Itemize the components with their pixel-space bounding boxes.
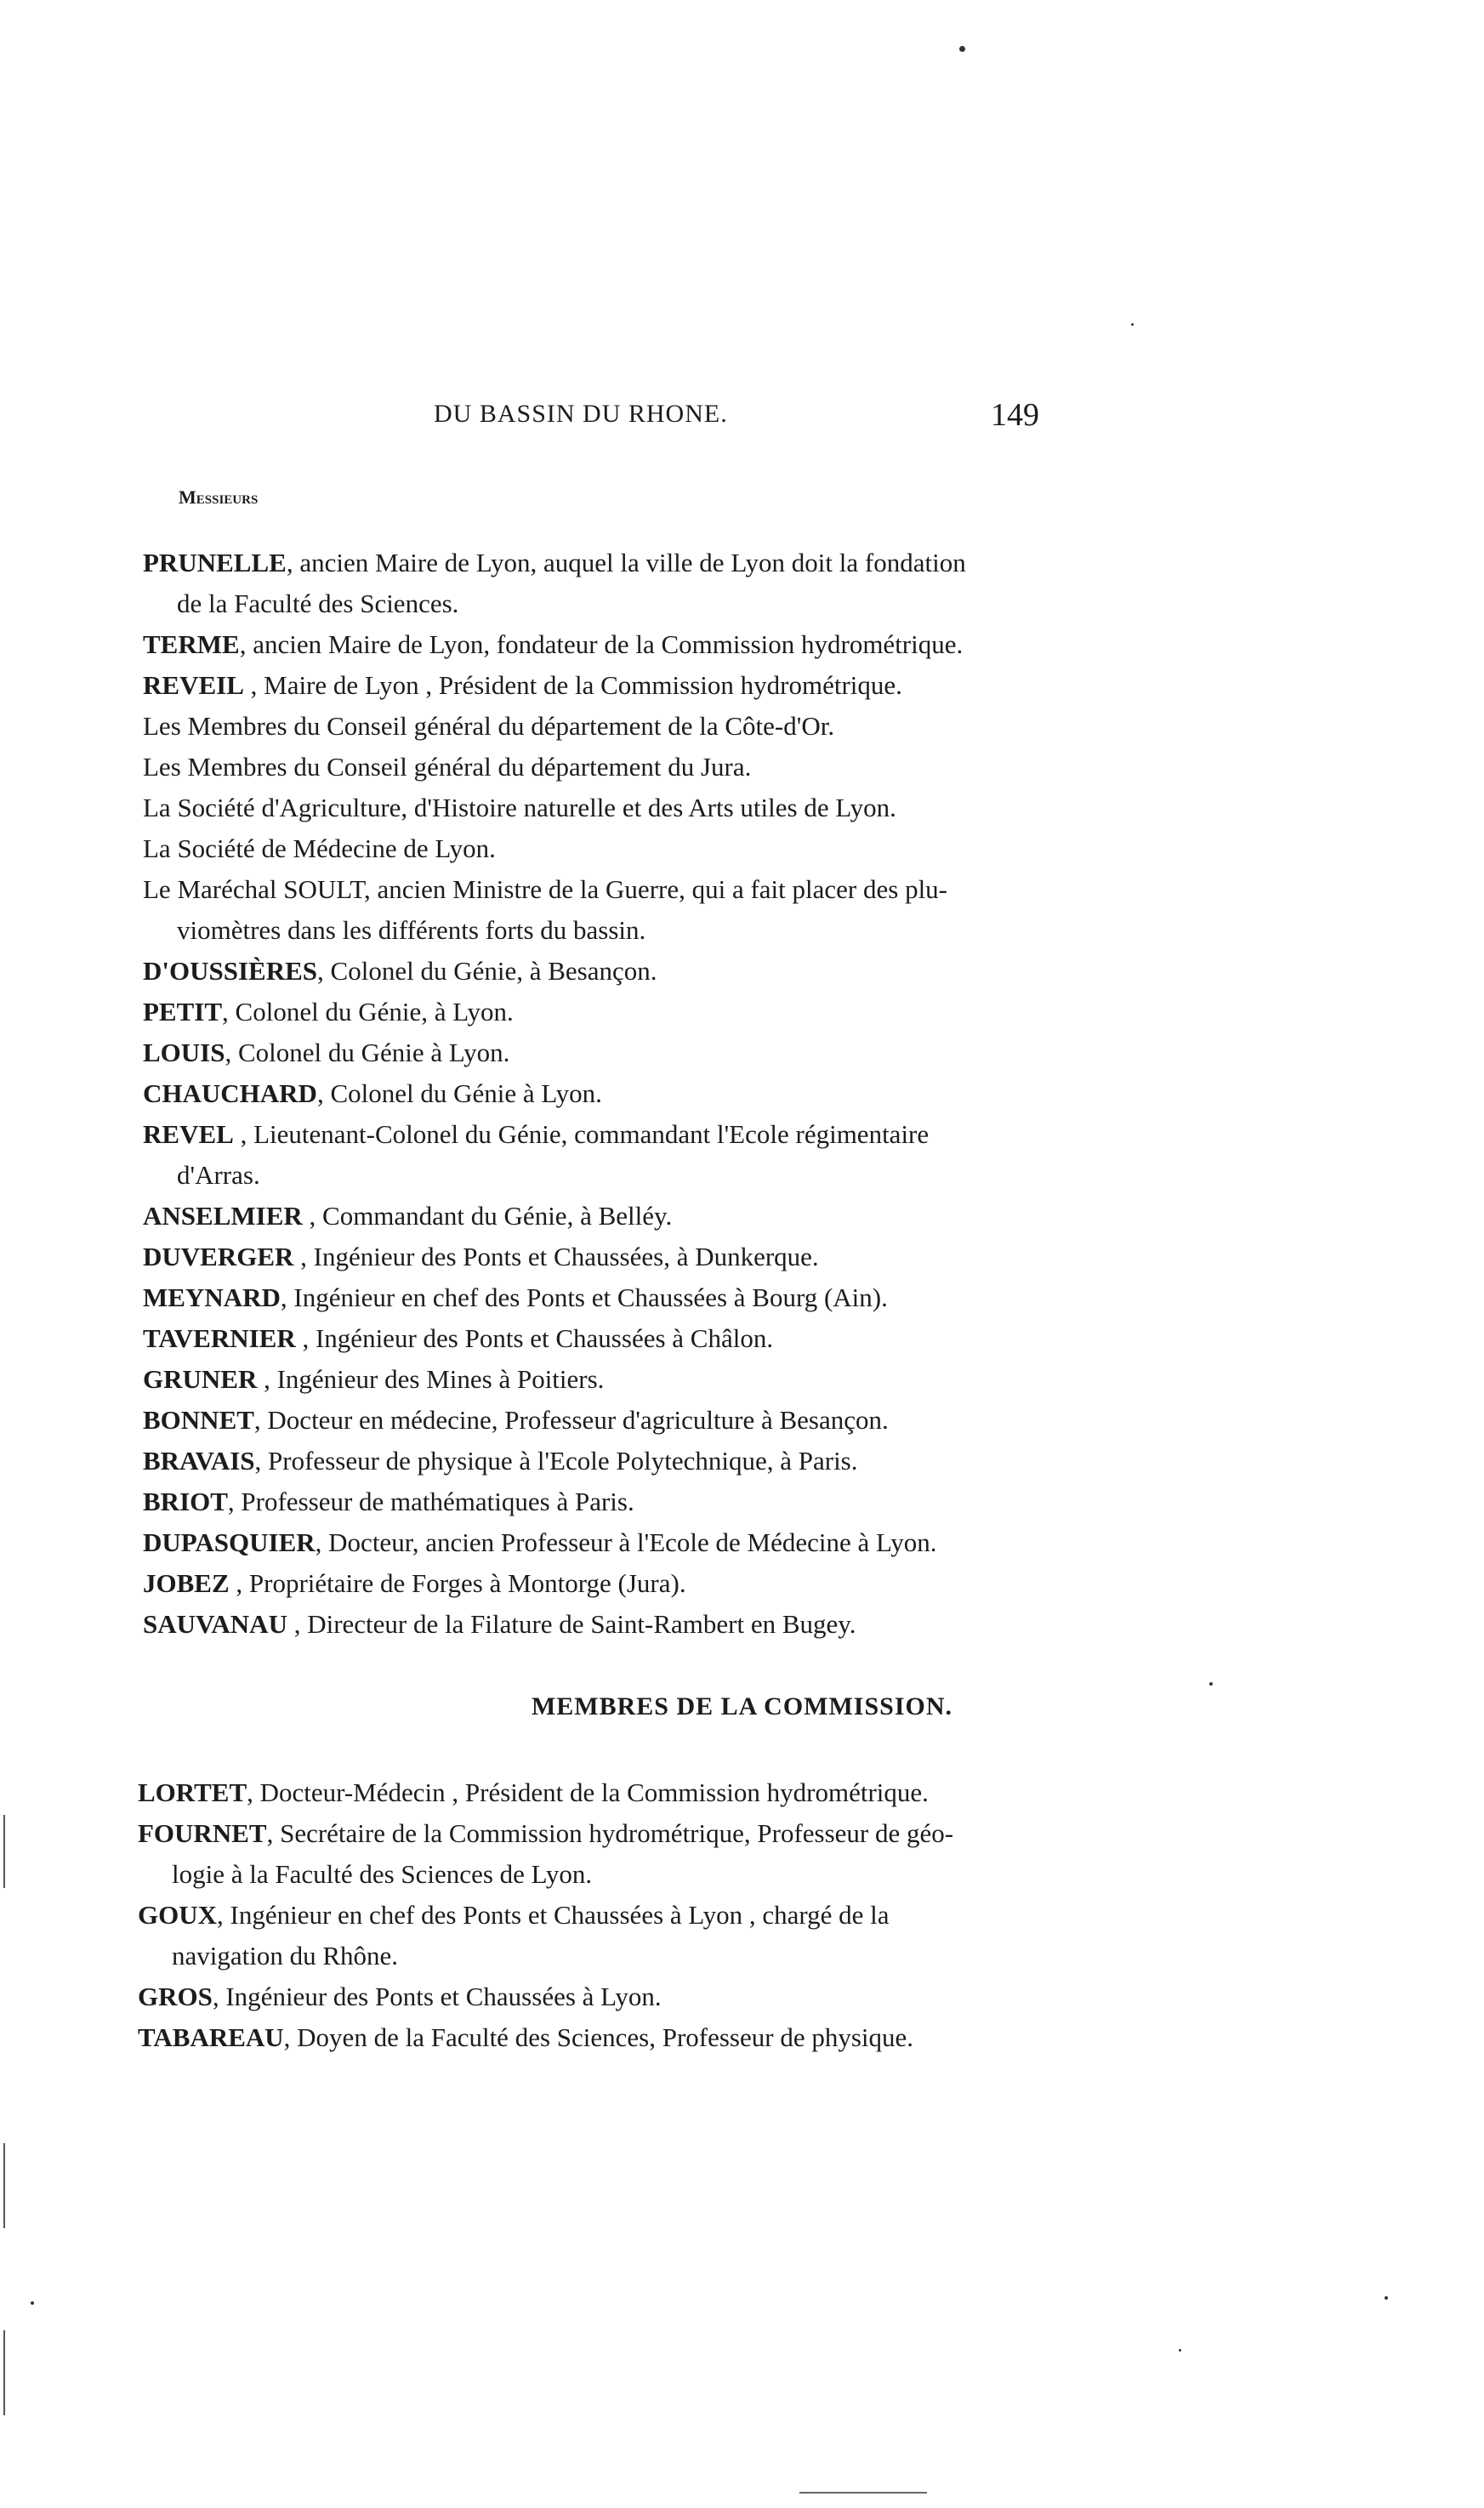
scan-speck [959, 46, 965, 52]
entry-name: SAUVANAU [143, 1609, 287, 1639]
entry-text: , Ingénieur en chef des Ponts et Chaussées à Bourg (Ain). [280, 1282, 888, 1312]
list-item [143, 1604, 1027, 1645]
list-item [143, 1522, 1027, 1563]
list-item [143, 1563, 1027, 1604]
list-item [143, 1318, 1027, 1359]
entry-continuation: viomètres dans les différents forts du bassin. [177, 915, 646, 945]
entry-name: GRUNER [143, 1364, 258, 1394]
page-number: 149 [991, 397, 1039, 433]
scan-edge-line [3, 1815, 5, 1888]
entry-text: , Directeur de la Filature de Saint-Rambert en Bugey. [287, 1609, 856, 1639]
list-item [138, 2017, 1022, 2058]
list-item [143, 992, 1027, 1032]
list-item [143, 951, 1027, 992]
scan-speck [1384, 2296, 1388, 2300]
entry-continuation: navigation du Rhône. [172, 1941, 399, 1971]
entry-text: , ancien Maire de Lyon, fondateur de la Commission hydrométrique. [239, 629, 964, 659]
entry-name: GROS [138, 1982, 213, 2011]
entry-name: FOURNET [138, 1818, 267, 1848]
entry-name: CHAUCHARD [143, 1078, 317, 1108]
entry-text: Les Membres du Conseil général du département de la Côte-d'Or. [143, 711, 835, 741]
entry-name: LORTET [138, 1777, 247, 1807]
list-item [143, 624, 1027, 665]
list-item [138, 1813, 1022, 1895]
entry-text: , Commandant du Génie, à Belléy. [302, 1201, 673, 1231]
running-title: DU BASSIN DU RHONE. [434, 400, 728, 428]
entry-text: , Propriétaire de Forges à Montorge (Jura). [229, 1568, 686, 1598]
entry-text: , Ingénieur des Ponts et Chaussées à Lyon. [212, 1982, 662, 2011]
list-item [143, 1400, 1027, 1441]
scan-speck [1131, 323, 1134, 326]
scan-speck [1179, 2349, 1181, 2352]
entry-text: , Colonel du Génie, à Besançon. [317, 956, 657, 986]
scan-edge-line [3, 2143, 5, 2228]
entry-name: DUPASQUIER [143, 1527, 316, 1557]
list-item [138, 1976, 1022, 2017]
list-item [143, 1277, 1027, 1318]
list-item [143, 1441, 1027, 1481]
entry-name: REVEIL [143, 670, 244, 700]
entry-name: ANSELMIER [143, 1201, 303, 1231]
entry-name: BRIOT [143, 1487, 228, 1516]
entry-name: TERME [143, 629, 240, 659]
entry-name: TAVERNIER [143, 1323, 296, 1353]
list-item [143, 1032, 1027, 1073]
section-heading: MEMBRES DE LA COMMISSION. [531, 1692, 953, 1720]
list-item [143, 828, 1027, 869]
entry-text: , Colonel du Génie à Lyon. [225, 1038, 510, 1067]
entry-text: , Ingénieur en chef des Ponts et Chaussées à Lyon , chargé de la [217, 1900, 890, 1930]
list-item [138, 1772, 1022, 1813]
entry-text: , Maire de Lyon , Président de la Commission hydrométrique. [243, 670, 902, 700]
entry-name: PETIT [143, 997, 223, 1027]
scan-speck [31, 2301, 34, 2305]
entry-name: DUVERGER [143, 1242, 294, 1271]
entry-text: , Ingénieur des Ponts et Chaussées à Châlon. [295, 1323, 774, 1353]
list-item [143, 1237, 1027, 1277]
entry-text: Les Membres du Conseil général du département du Jura. [143, 752, 752, 782]
entry-text: , Colonel du Génie à Lyon. [316, 1078, 602, 1108]
entry-text: , Colonel du Génie, à Lyon. [222, 997, 514, 1027]
footer-rule [799, 2492, 927, 2494]
entry-continuation: de la Faculté des Sciences. [177, 589, 459, 618]
entry-name: PRUNELLE [143, 548, 287, 577]
entry-text: La Société d'Agriculture, d'Histoire naturelle et des Arts utiles de Lyon. [143, 793, 896, 822]
salutation: Messieurs [179, 486, 259, 508]
list-item [143, 1114, 1027, 1196]
entry-text: , Doyen de la Faculté des Sciences, Professeur de physique. [283, 2022, 914, 2052]
list-item [143, 1359, 1027, 1400]
entry-text: , Lieutenant-Colonel du Génie, commandant l'Ecole régimentaire [233, 1119, 930, 1149]
list-item [143, 869, 1027, 951]
list-item [143, 543, 1027, 624]
list-item [143, 1196, 1027, 1237]
list-item [143, 788, 1027, 828]
entry-text: , Docteur-Médecin , Président de la Commission hydrométrique. [247, 1777, 929, 1807]
list-item [143, 665, 1027, 706]
entry-continuation: d'Arras. [177, 1160, 260, 1190]
list-item [138, 1895, 1022, 1976]
entry-name: REVEL [143, 1119, 234, 1149]
scan-speck [1209, 1682, 1213, 1686]
entry-text: La Société de Médecine de Lyon. [143, 833, 496, 863]
entry-name: GOUX [138, 1900, 217, 1930]
entry-name: TABAREAU [138, 2022, 284, 2052]
entry-name: BONNET [143, 1405, 254, 1435]
list-item [143, 747, 1027, 788]
entry-text: , Ingénieur des Ponts et Chaussées, à Dunkerque. [293, 1242, 819, 1271]
entry-text: , Docteur, ancien Professeur à l'Ecole de Médecine à Lyon. [315, 1527, 937, 1557]
list-item [143, 1073, 1027, 1114]
entry-continuation: logie à la Faculté des Sciences de Lyon. [172, 1859, 593, 1889]
entry-text: , Secrétaire de la Commission hydrométrique, Professeur de géo- [266, 1818, 954, 1848]
entry-name: BRAVAIS [143, 1446, 255, 1476]
list-item [143, 1481, 1027, 1522]
entry-name: LOUIS [143, 1038, 225, 1067]
scan-edge-line [3, 2330, 5, 2415]
entry-text: , Ingénieur des Mines à Poitiers. [257, 1364, 605, 1394]
entry-text: Le Maréchal SOULT, ancien Ministre de la Guerre, qui a fait placer des plu- [143, 874, 947, 904]
entry-text: , ancien Maire de Lyon, auquel la ville de Lyon doit la fondation [286, 548, 966, 577]
entry-name: JOBEZ [143, 1568, 230, 1598]
entry-name: MEYNARD [143, 1282, 281, 1312]
entry-text: , Professeur de physique à l'Ecole Polytechnique, à Paris. [254, 1446, 858, 1476]
entry-text: , Professeur de mathématiques à Paris. [227, 1487, 634, 1516]
list-item [143, 706, 1027, 747]
entry-name: D'OUSSIÈRES [143, 956, 318, 986]
page-header [434, 397, 1039, 442]
entry-text: , Docteur en médecine, Professeur d'agriculture à Besançon. [253, 1405, 889, 1435]
